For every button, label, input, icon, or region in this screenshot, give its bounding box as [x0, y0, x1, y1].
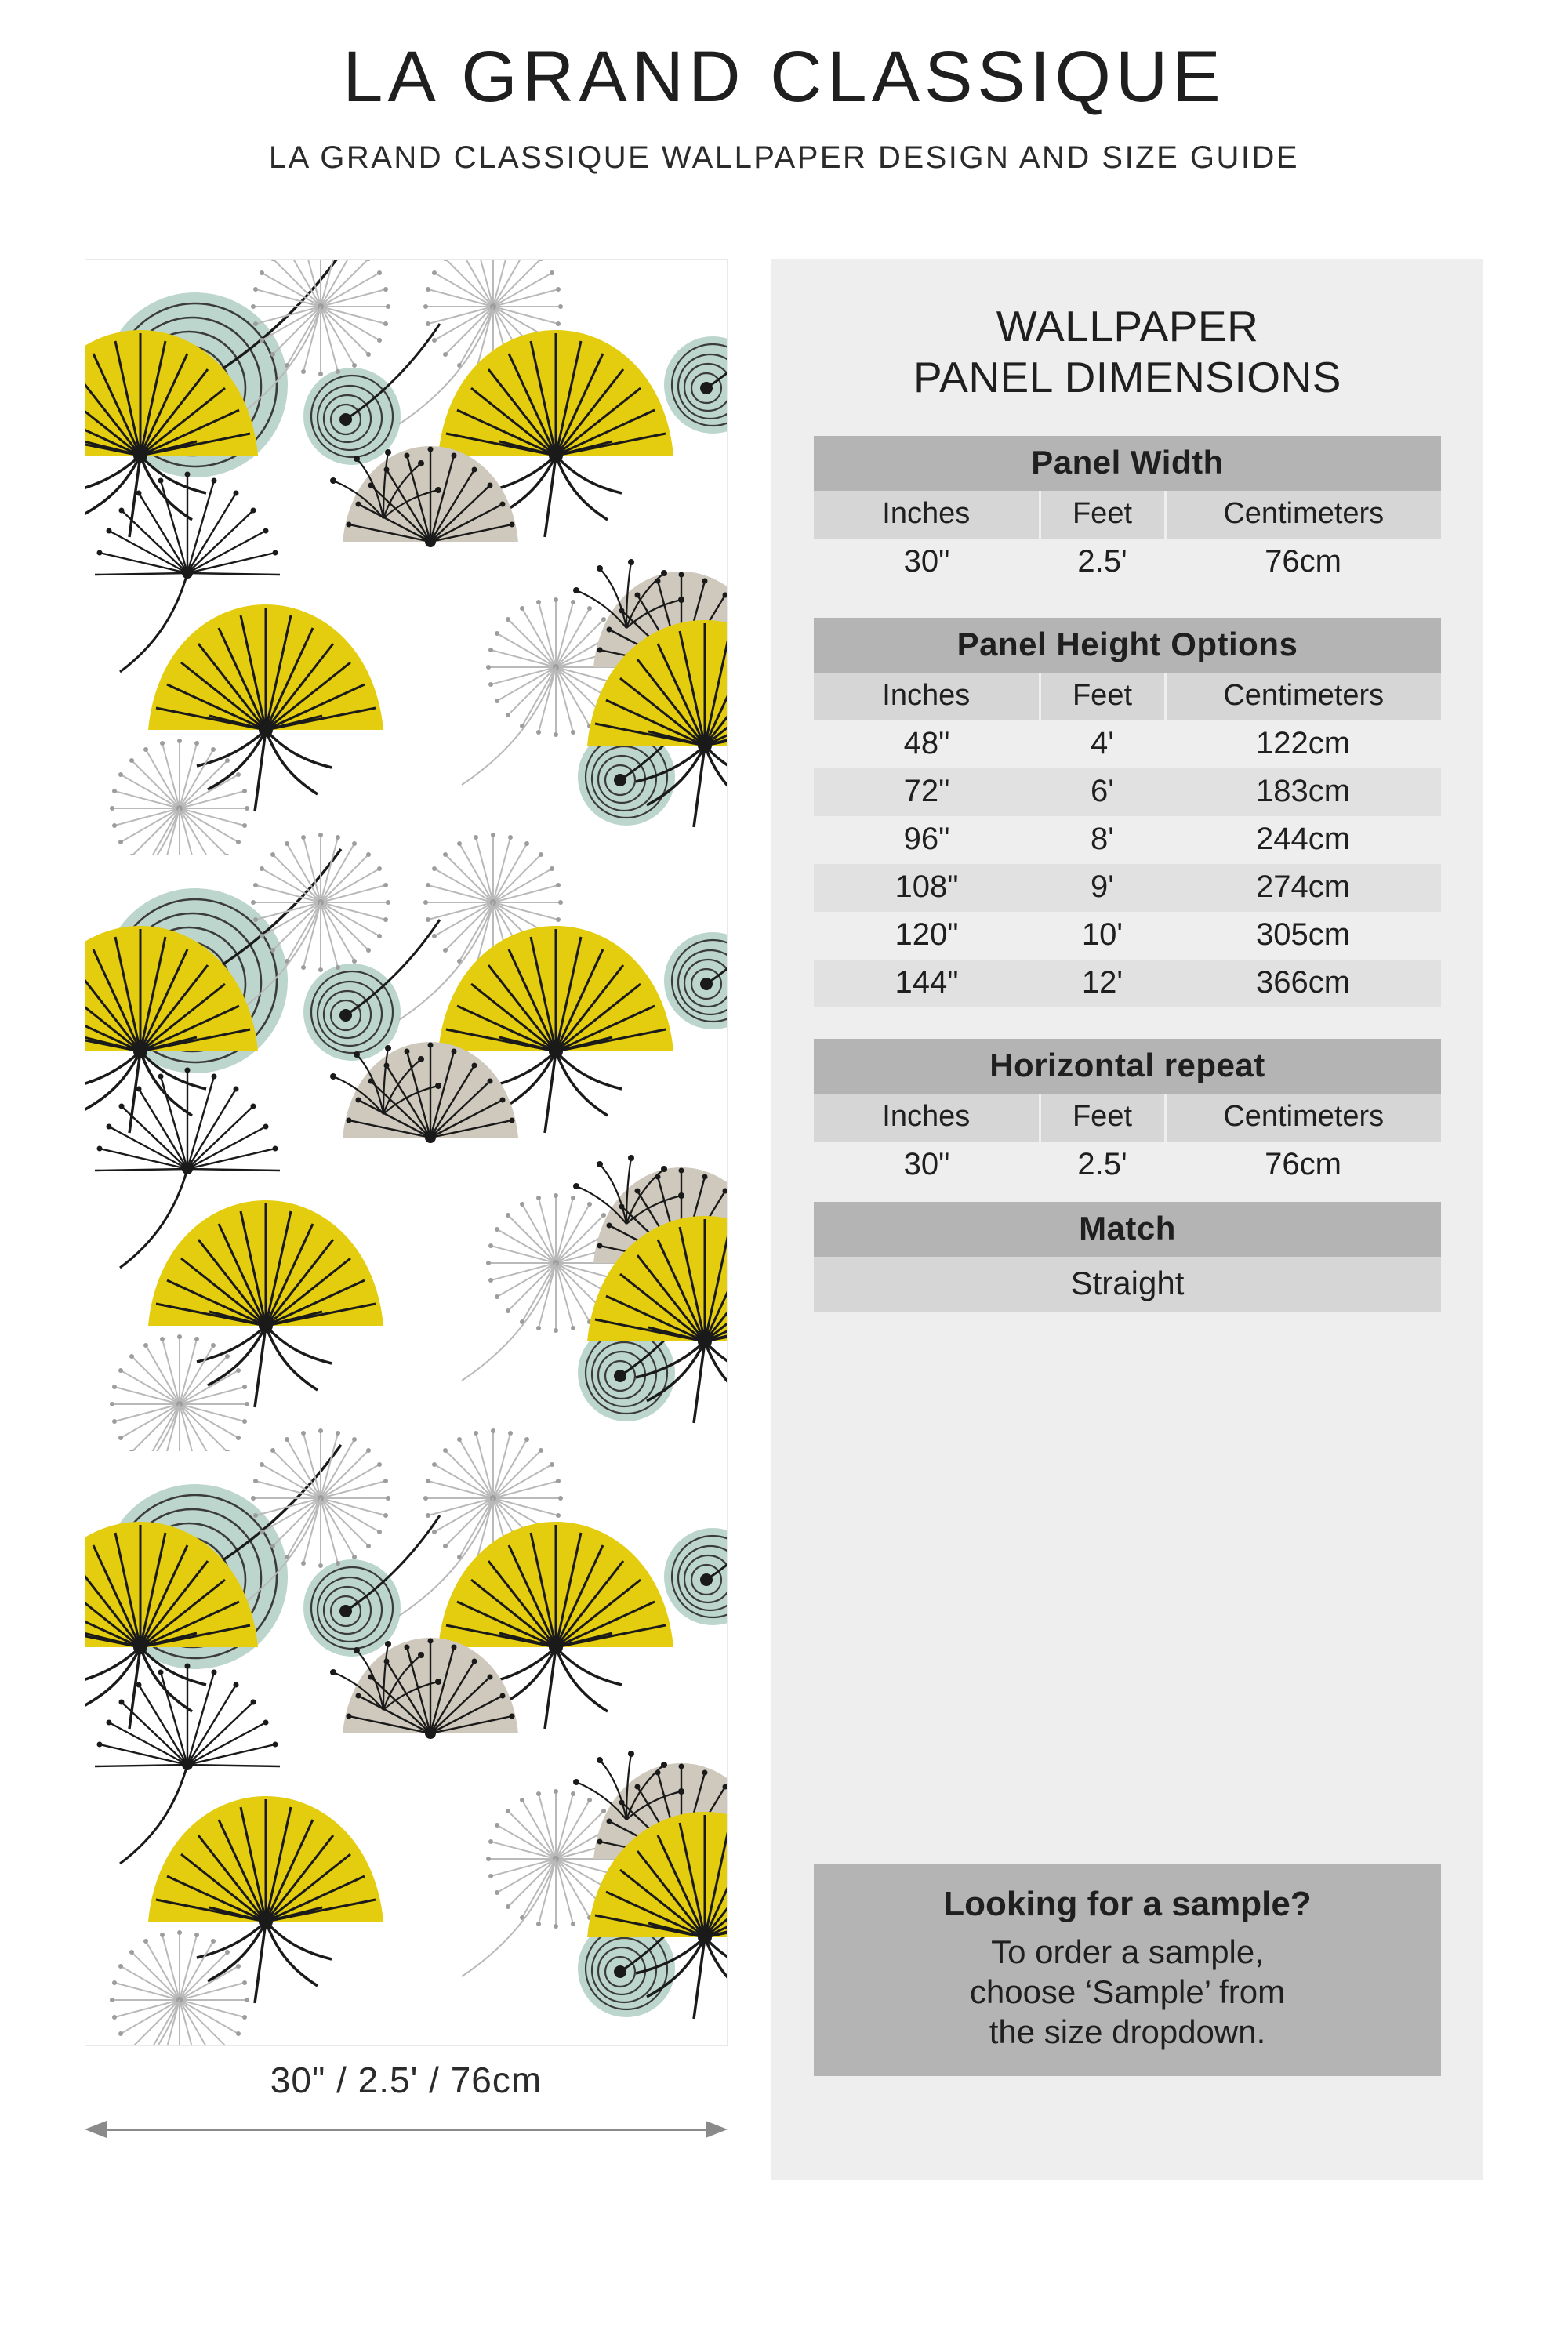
table-row — [814, 864, 1441, 912]
panel-height-heading: Panel Height Options — [814, 618, 1441, 673]
cell-inches: 30" — [814, 539, 1040, 586]
table-row — [814, 960, 1441, 1007]
table-row — [814, 1142, 1441, 1189]
cell-centimeters: 305cm — [1165, 912, 1441, 960]
table-row — [814, 912, 1441, 960]
spec-card-title — [814, 301, 1441, 403]
column-header-centimeters: Centimeters — [1165, 491, 1441, 539]
column-header-centimeters: Centimeters — [1165, 673, 1441, 720]
spacer — [814, 586, 1441, 618]
cell-inches: 120" — [814, 912, 1040, 960]
sample-text-line-3: the size dropdown. — [989, 2013, 1266, 2051]
cell-centimeters: 366cm — [1165, 960, 1441, 1007]
wallpaper-panel-preview — [85, 259, 728, 2046]
page-title: LA GRAND CLASSIQUE — [343, 37, 1225, 117]
sample-callout — [814, 1864, 1441, 2076]
table-header-row — [814, 1094, 1441, 1142]
column-header-feet: Feet — [1040, 491, 1165, 539]
table-row — [814, 720, 1441, 768]
dandelion-pattern-svg — [85, 260, 727, 2045]
cell-feet: 12' — [1040, 960, 1165, 1007]
spec-title-line-2: PANEL DIMENSIONS — [913, 352, 1341, 401]
cell-inches: 30" — [814, 1142, 1040, 1189]
measurement-line — [105, 2129, 707, 2131]
column-header-inches: Inches — [814, 673, 1040, 720]
spacer — [814, 1189, 1441, 1202]
table-row — [814, 768, 1441, 816]
column-header-feet: Feet — [1040, 1094, 1165, 1142]
measurement-arrow — [85, 2120, 728, 2139]
cell-centimeters: 244cm — [1165, 816, 1441, 864]
cell-inches: 108" — [814, 864, 1040, 912]
cell-inches: 72" — [814, 768, 1040, 816]
table-row — [814, 816, 1441, 864]
cell-feet: 2.5' — [1040, 1142, 1165, 1189]
cell-centimeters: 76cm — [1165, 1142, 1441, 1189]
column-header-centimeters: Centimeters — [1165, 1094, 1441, 1142]
cell-centimeters: 76cm — [1165, 539, 1441, 586]
match-value: Straight — [814, 1257, 1441, 1312]
horizontal-repeat-table — [814, 1039, 1441, 1189]
cell-centimeters: 183cm — [1165, 768, 1441, 816]
cell-feet: 4' — [1040, 720, 1165, 768]
cell-feet: 9' — [1040, 864, 1165, 912]
sample-text-line-2: choose ‘Sample’ from — [969, 1973, 1286, 2011]
panel-height-table — [814, 618, 1441, 1007]
arrow-right-icon — [706, 2121, 728, 2138]
panel-width-measurement-label: 30" / 2.5' / 76cm — [270, 2060, 543, 2100]
cell-centimeters: 274cm — [1165, 864, 1441, 912]
sample-callout-title: Looking for a sample? — [943, 1885, 1312, 1923]
arrow-left-icon — [85, 2121, 107, 2138]
horizontal-repeat-heading: Horizontal repeat — [814, 1039, 1441, 1094]
cell-inches: 144" — [814, 960, 1040, 1007]
page-header — [0, 0, 1568, 235]
column-header-inches: Inches — [814, 1094, 1040, 1142]
cell-inches: 48" — [814, 720, 1040, 768]
cell-feet: 6' — [1040, 768, 1165, 816]
panel-width-measurement — [85, 2054, 728, 2180]
table-header-row — [814, 491, 1441, 539]
match-heading: Match — [814, 1202, 1441, 1257]
table-header-row — [814, 673, 1441, 720]
spacer — [814, 1007, 1441, 1039]
page-subtitle: LA GRAND CLASSIQUE WALLPAPER DESIGN AND SIZE GUIDE — [268, 140, 1300, 175]
cell-centimeters: 122cm — [1165, 720, 1441, 768]
panel-width-table — [814, 436, 1441, 586]
cell-inches: 96" — [814, 816, 1040, 864]
column-header-inches: Inches — [814, 491, 1040, 539]
spec-title-line-1: WALLPAPER — [996, 302, 1259, 350]
wallpaper-pattern-artwork — [85, 260, 727, 2045]
cell-feet: 10' — [1040, 912, 1165, 960]
cell-feet: 8' — [1040, 816, 1165, 864]
sample-callout-text — [837, 1932, 1417, 2053]
sample-text-line-1: To order a sample, — [991, 1933, 1264, 1970]
match-table — [814, 1202, 1441, 1312]
column-header-feet: Feet — [1040, 673, 1165, 720]
panel-width-heading: Panel Width — [814, 436, 1441, 491]
table-row — [814, 539, 1441, 586]
cell-feet: 2.5' — [1040, 539, 1165, 586]
